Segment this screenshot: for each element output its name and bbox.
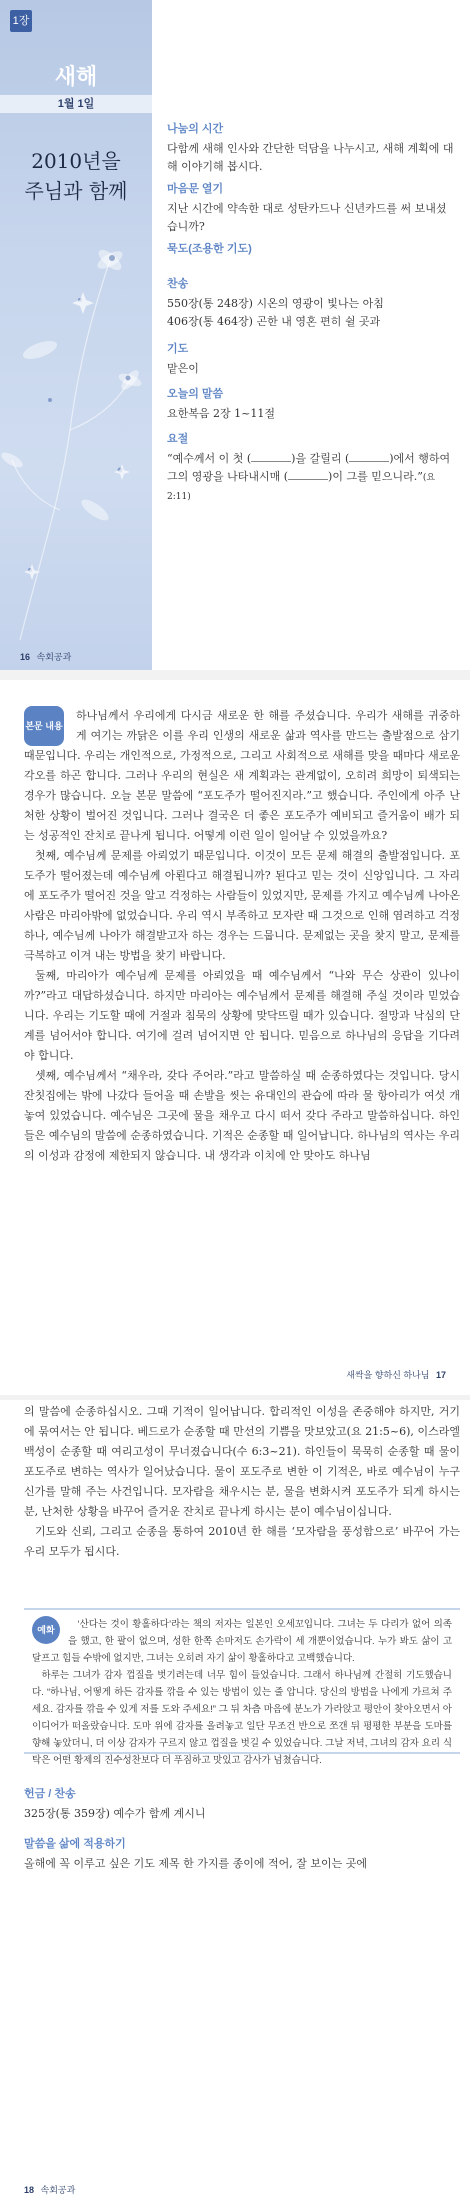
section-word: [167, 385, 457, 423]
section-silent-prayer: [167, 240, 457, 260]
section-apply: [24, 1835, 460, 1873]
section-heading: 헌금 / 찬송: [24, 1788, 76, 1800]
sermon-body: [24, 706, 460, 1166]
sermon-body-continued: [24, 1402, 460, 1562]
fill-blank[interactable]: [251, 450, 291, 462]
verse-part: “예수께서 이 첫 (: [167, 452, 252, 465]
book-title: 속회공과: [40, 2185, 76, 2195]
section-heading: 묵도(조용한 기도): [167, 243, 252, 255]
lesson-title-line1: 2010년을: [31, 149, 121, 173]
section-heading: 오늘의 말씀: [167, 388, 224, 400]
chapter-badge: 1장: [10, 10, 32, 32]
hymn-line: 550장(통 248장) 시온의 영광이 빛나는 아침: [167, 297, 384, 310]
section-heading: 요절: [167, 433, 189, 445]
section-text: 325장(통 359장) 예수가 함께 계시니: [24, 1807, 206, 1820]
section-open: [167, 180, 457, 236]
section-heading: 마음문 열기: [167, 183, 224, 195]
section-key-verse: [167, 430, 457, 506]
fill-blank[interactable]: [349, 450, 389, 462]
paragraph: ‘산다는 것이 황홀하다’라는 책의 저자는 일본인 오세꼬입니다. 그녀는 두 다리가 없어 의족을 했고, 한 팔이 없으며, 성한 한쪽 손마저도 손가락이 세 개뿐이었습니다. 누가 봐도 삶이 고달프고 힘들 수밖에 없지만, 그녀는 오히려 자기 삶이 황홀하다고 고백했습니다.: [32, 1619, 452, 1664]
page-number: 16: [20, 652, 31, 662]
fill-blank[interactable]: [288, 468, 328, 480]
page-footer: [20, 650, 71, 663]
paragraph: 셋째, 예수님께서 “채우라, 갖다 주어라.”라고 말씀하실 때 순종하였다는 것입니다. 당시 잔칫집에는 밖에 나갔다 들어올 때 손발을 씻는 유대인의 관습에 따라 물 항아리가 여섯 개 놓여 있었습니다. 예수님은 그곳에 물을 채우고 다시 떠서 갖다 주라고 말씀하십니다. 하인들은 예수님의 말씀에 순종하였습니다. 기적은 순종할 때 일어납니다. 하나님의 역사는 우리의 이성과 감정에 제한되지 않습니다. 내 생각과 이치에 안 맞아도 하나님: [24, 1069, 460, 1162]
lesson-title-line2: 주님과 함께: [24, 179, 128, 203]
verse-part: )이 그를 믿으니라.”: [328, 470, 423, 483]
hymn-line: 406장(통 464장) 곤한 내 영혼 편히 쉴 곳과: [167, 315, 381, 328]
title-panel: [0, 0, 152, 670]
date-label: 1월 1일: [0, 95, 152, 113]
section-text: 맡은이: [167, 362, 199, 375]
section-text: 요한복음 2장 1~11절: [167, 407, 275, 420]
verse-part: )에서 행하여 그의 영광을 나타내시매 (: [167, 452, 451, 483]
section-heading: 나눔의 시간: [167, 123, 224, 135]
section-heading: 말씀을 삶에 적용하기: [24, 1838, 126, 1850]
section-share: [167, 120, 457, 176]
book-section-title: 새싹을 향하신 하나님: [346, 1370, 430, 1380]
illustration-tag: 예화: [32, 1616, 60, 1644]
page-gap: [0, 670, 470, 680]
section-heading: 기도: [167, 343, 189, 355]
section-heading: 찬송: [167, 278, 189, 290]
section-text: 다함께 새해 인사와 간단한 덕담을 나누시고, 새해 계획에 대해 이야기해 봅시다.: [167, 142, 454, 173]
section-text: 올해에 꼭 이루고 싶은 기도 제목 한 가지를 종이에 적어, 잘 보이는 곳에: [24, 1857, 367, 1870]
month-title: 새해: [54, 64, 98, 89]
paragraph: 의 말씀에 순종하십시오. 그때 기적이 일어납니다. 합리적인 이성을 존중해야 하지만, 거기에 묶여서는 안 됩니다. 베드로가 순종할 때 만선의 기쁨을 맛보았고(요 21:5~6), 이스라엘 백성이 순종할 때 여리고성이 무너졌습니다(수 6:3~21). 하인들이 묵묵히 순종할 때 물이 포도주로 변하는 역사가 일어났습니다. 물이 포도주로 변한 이 기적은, 바로 예수님이 누구신가를 말해 주는 사건입니다. 모자람을 채우시는 분, 물을 변화시켜 포도주가 되게 하시는 분, 난처한 상황을 바꾸어 즐거운 잔치로 끝나게 하시는 분이 예수님이십니다.: [24, 1405, 460, 1518]
paragraph: 기도와 신뢰, 그리고 순종을 통하여 2010년 한 해를 ‘모자람을 풍성함으로’ 바꾸어 가는 우리 모두가 됩시다.: [24, 1525, 460, 1558]
paragraph: 둘째, 마리아가 예수님께 문제를 아뢰었을 때 예수님께서 “나와 무슨 상관이 있나이까?”라고 대답하셨습니다. 하지만 마리아는 예수님께서 문제를 해결해 주실 것이라 믿었습니다. 우리는 기도할 때에 거절과 침묵의 상황에 맞닥뜨릴 때가 있습니다. 절망과 낙심의 단계를 넘어서야 합니다. 여기에 걸려 넘어지면 안 됩니다. 믿음으로 하나님의 응답을 기다려야 합니다.: [24, 969, 460, 1062]
illustration-box: [24, 1608, 460, 1766]
section-hymn: [167, 275, 457, 331]
page-footer: [346, 1368, 446, 1381]
page-16: [0, 0, 470, 670]
body-content-tag: 본문 내용: [24, 706, 64, 746]
page-17: [0, 680, 470, 1395]
section-text: 지난 시간에 약속한 대로 성탄카드나 신년카드를 써 보내셨습니까?: [167, 202, 447, 233]
book-title: 속회공과: [36, 652, 72, 662]
page-18: [0, 1400, 470, 2201]
flower-illustration: [0, 180, 152, 650]
verse-reference: (요 2:11): [167, 473, 436, 502]
page-footer: [24, 2183, 75, 2196]
paragraph: 하루는 그녀가 감자 껍질을 벗기려는데 너무 힘이 들었습니다. 그래서 하나님께 간절히 기도했습니다. “하나님, 어떻게 하든 감자를 깎을 수 있는 방법이 있는 줄 압니다. 당신의 방법을 나에게 가르쳐 주세요. 감자를 깎을 수 있게 저를 도와 주세요!” 그 뒤 차츰 마음에 분노가 가라앉고 평안이 찾아오면서 아이디어가 떠올랐습니다. 도마 위에 감자를 올려놓고 일단 무조건 반으로 쪼갠 뒤 평평한 부분을 도마를 향해 놓았더니, 더 이상 감자가 구르지 않고 껍질을 벗길 수 있었습니다. 그날 저녁, 그녀의 감자 요리 식탁은 어떤 황제의 진수성찬보다 더 푸짐하고 맛있고 감사가 넘쳤습니다.: [32, 1670, 452, 1766]
paragraph: 하나님께서 우리에게 다시금 새로운 한 해를 주셨습니다. 우리가 새해를 귀중하게 여기는 까닭은 이를 우리 인생의 새로운 삶과 역사를 만드는 출발점으로 삼기 때문입니다. 우리는 개인적으로, 가정적으로, 그리고 사회적으로 새해를 맞을 때마다 새로운 각오를 하곤 합니다. 그러나 우리의 현실은 새 계획과는 관계없이, 오히려 희망이 퇴색되는 경우가 많습니다. 오늘 본문 말씀에 “포도주가 떨어진지라.”고 했습니다. 주인에게 아주 난처한 상황이 벌어진 것입니다. 그러나 결국은 더 좋은 포도주가 예비되고 즐거움이 배가 되는 성공적인 잔치로 끝나게 됩니다. 어떻게 이런 일이 일어날 수 있었을까요?: [24, 709, 460, 842]
verse-part: )을 갈릴리 (: [291, 452, 350, 465]
page-number: 17: [435, 1370, 446, 1380]
key-verse: [167, 450, 457, 506]
section-offering: [24, 1785, 460, 1823]
section-prayer: [167, 340, 457, 378]
page-number: 18: [24, 2185, 35, 2195]
paragraph: 첫째, 예수님께 문제를 아뢰었기 때문입니다. 이것이 모든 문제 해결의 출발점입니다. 포도주가 떨어졌는데 예수님께 아뢴다고 해결됩니까? 된다고 믿는 것이 신앙입니다. 그 자리에 포도주가 떨어진 것을 알고 걱정하는 사람들이 있었지만, 문제를 가지고 예수님께 나아온 사람은 마리아밖에 없었습니다. 우리 역시 부족하고 모자란 때 그것으로 인해 염려하고 걱정하나, 예수님께 나아가 해결받고자 하는 경우는 드뭅니다. 문제없는 곳을 찾지 말고, 문제를 극복하고 이겨 내는 방법을 찾기 바랍니다.: [24, 849, 460, 962]
illustration-text: [32, 1616, 452, 1769]
